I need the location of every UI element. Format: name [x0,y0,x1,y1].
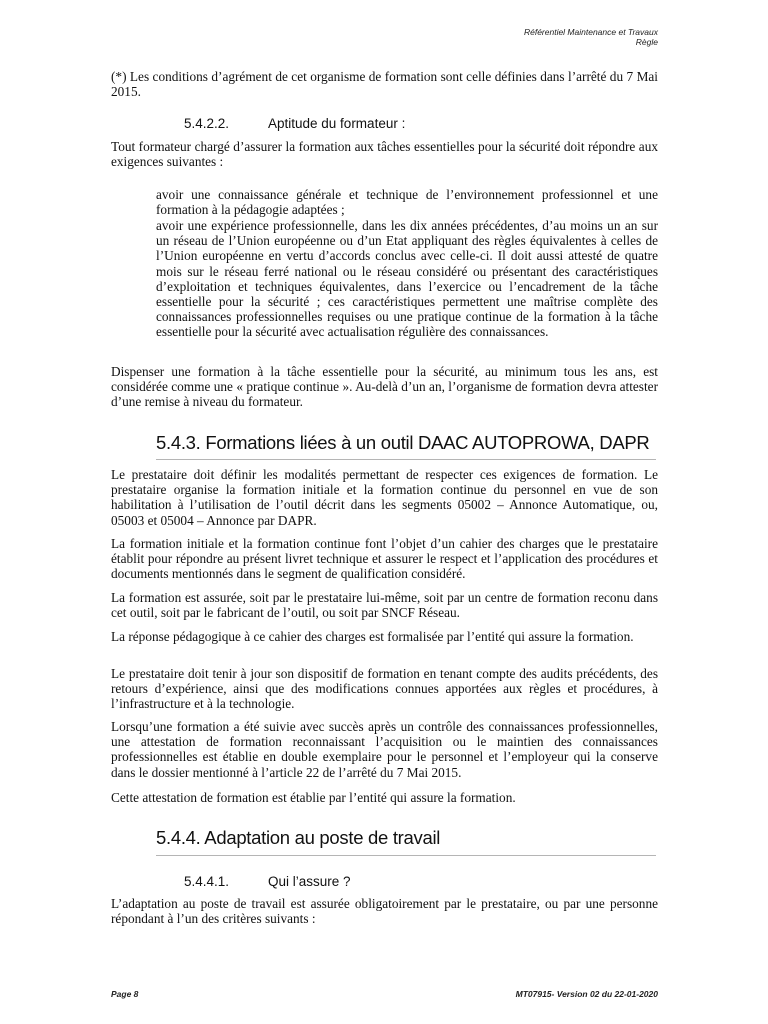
page-number: Page 8 [111,989,139,999]
heading-number: 5.4.2.2. [184,116,230,131]
running-header [524,27,658,47]
section-divider [156,459,656,460]
paragraph-543-1: Le prestataire doit définir les modalités permettant de respecter ces exigences de formation. Le prestataire organise la formation initiale et la formation continue du personnel en vue de son habilitation à l’utilisation de l’outil décrit dans les segments 05002 – Annonce Automatique, ou, 05003 et 05004 – Annonce par DAPR. [111,467,658,528]
document-reference: MT07915- Version 02 du 22-01-2020 [515,989,658,999]
paragraph-5441: L’adaptation au poste de travail est assurée obligatoirement par le prestataire, ou par une personne répondant à l’un des critères suivants : [111,896,658,927]
subsection-heading-5422 [184,116,405,131]
header-title: Référentiel Maintenance et Travaux [523,27,658,37]
paragraph-543-2: La formation initiale et la formation continue font l’objet d’un cahier des charges que le prestataire établit pour répondre au présent livret technique et assurer le respect et l’application des procédures et documents mentionnés dans le segment de qualification considéré. [111,536,658,582]
paragraph-543-3: La formation est assurée, soit par le prestataire lui-même, soit par un centre de formation reconu dans cet outil, soit par le fabricant de l’outil, ou soit par SNCF Réseau. [111,590,658,621]
heading-title: Aptitude du formateur : [268,116,406,131]
subsection-heading-5441 [184,874,351,889]
paragraph-543-5: Le prestataire doit tenir à jour son dispositif de formation en tenant compte des audits précédents, des retours d’expérience, ainsi que des modifications connues apportées aux règles et procédures, à l’infrastructure et à la technologie. [111,666,658,712]
aptitude-intro-paragraph: Tout formateur chargé d’assurer la formation aux tâches essentielles pour la sécurité doit répondre aux exigences suivantes : [111,139,658,170]
requirement-item-2: avoir une expérience professionnelle, dans les dix années précédentes, d’au moins un an sur un réseau de l’Union européenne ou d’un Etat appliquant des règles équivalentes à celles de l’Union européenne en vertu d’accords conclus avec celle-ci. Il doit aussi attesté de quatre mois sur le réseau ferré national ou le réseau considéré ou présentant des caractéristiques d’exploitation et techniques équivalentes, dans l’exercice ou l’encadrement de la tâche essentielle pour la sécurité ; ces caractéristiques permettent une maîtrise complète des connaissances professionnelles requises ou une pratique continue de la formation à la tâche essentielle pour la sécurité avec actualisation régulière des connaissances. [156,218,658,340]
header-subtitle: Règle [635,37,658,47]
paragraph-543-4: La réponse pédagogique à ce cahier des charges est formalisée par l’entité qui assure la formation. [111,629,634,644]
continuous-practice-paragraph: Dispenser une formation à la tâche essentielle pour la sécurité, au minimum tous les ans, est considérée comme une « pratique continue ». Au-delà d’un an, l’organisme de formation devra attester d’une remise à niveau du formateur. [111,364,658,410]
section-heading-543: 5.4.3. Formations liées à un outil DAAC AUTOPROWA, DAPR [156,432,650,453]
paragraph-543-7: Cette attestation de formation est établie par l’entité qui assure la formation. [111,790,516,805]
heading-number: 5.4.4.1. [184,874,230,889]
heading-title: Qui l’assure ? [268,874,351,889]
requirement-item-1: avoir une connaissance générale et technique de l’environnement professionnel et une formation à la pédagogie adaptées ; [156,187,658,218]
conditions-paragraph: (*) Les conditions d’agrément de cet organisme de formation sont celle définies dans l’arrêté du 7 Mai 2015. [111,69,658,100]
paragraph-543-6: Lorsqu’une formation a été suivie avec succès après un contrôle des connaissances professionnelles, une attestation de formation reconnaissant l’acquisition ou le maintien des connaissances professionnelles est établie en double exemplaire pour le personnel et l’employeur qui la conserve dans le dossier mentionné à l’article 22 de l’arrêté du 7 Mai 2015. [111,719,658,780]
section-heading-544: 5.4.4. Adaptation au poste de travail [156,827,441,848]
section-divider [156,855,656,856]
